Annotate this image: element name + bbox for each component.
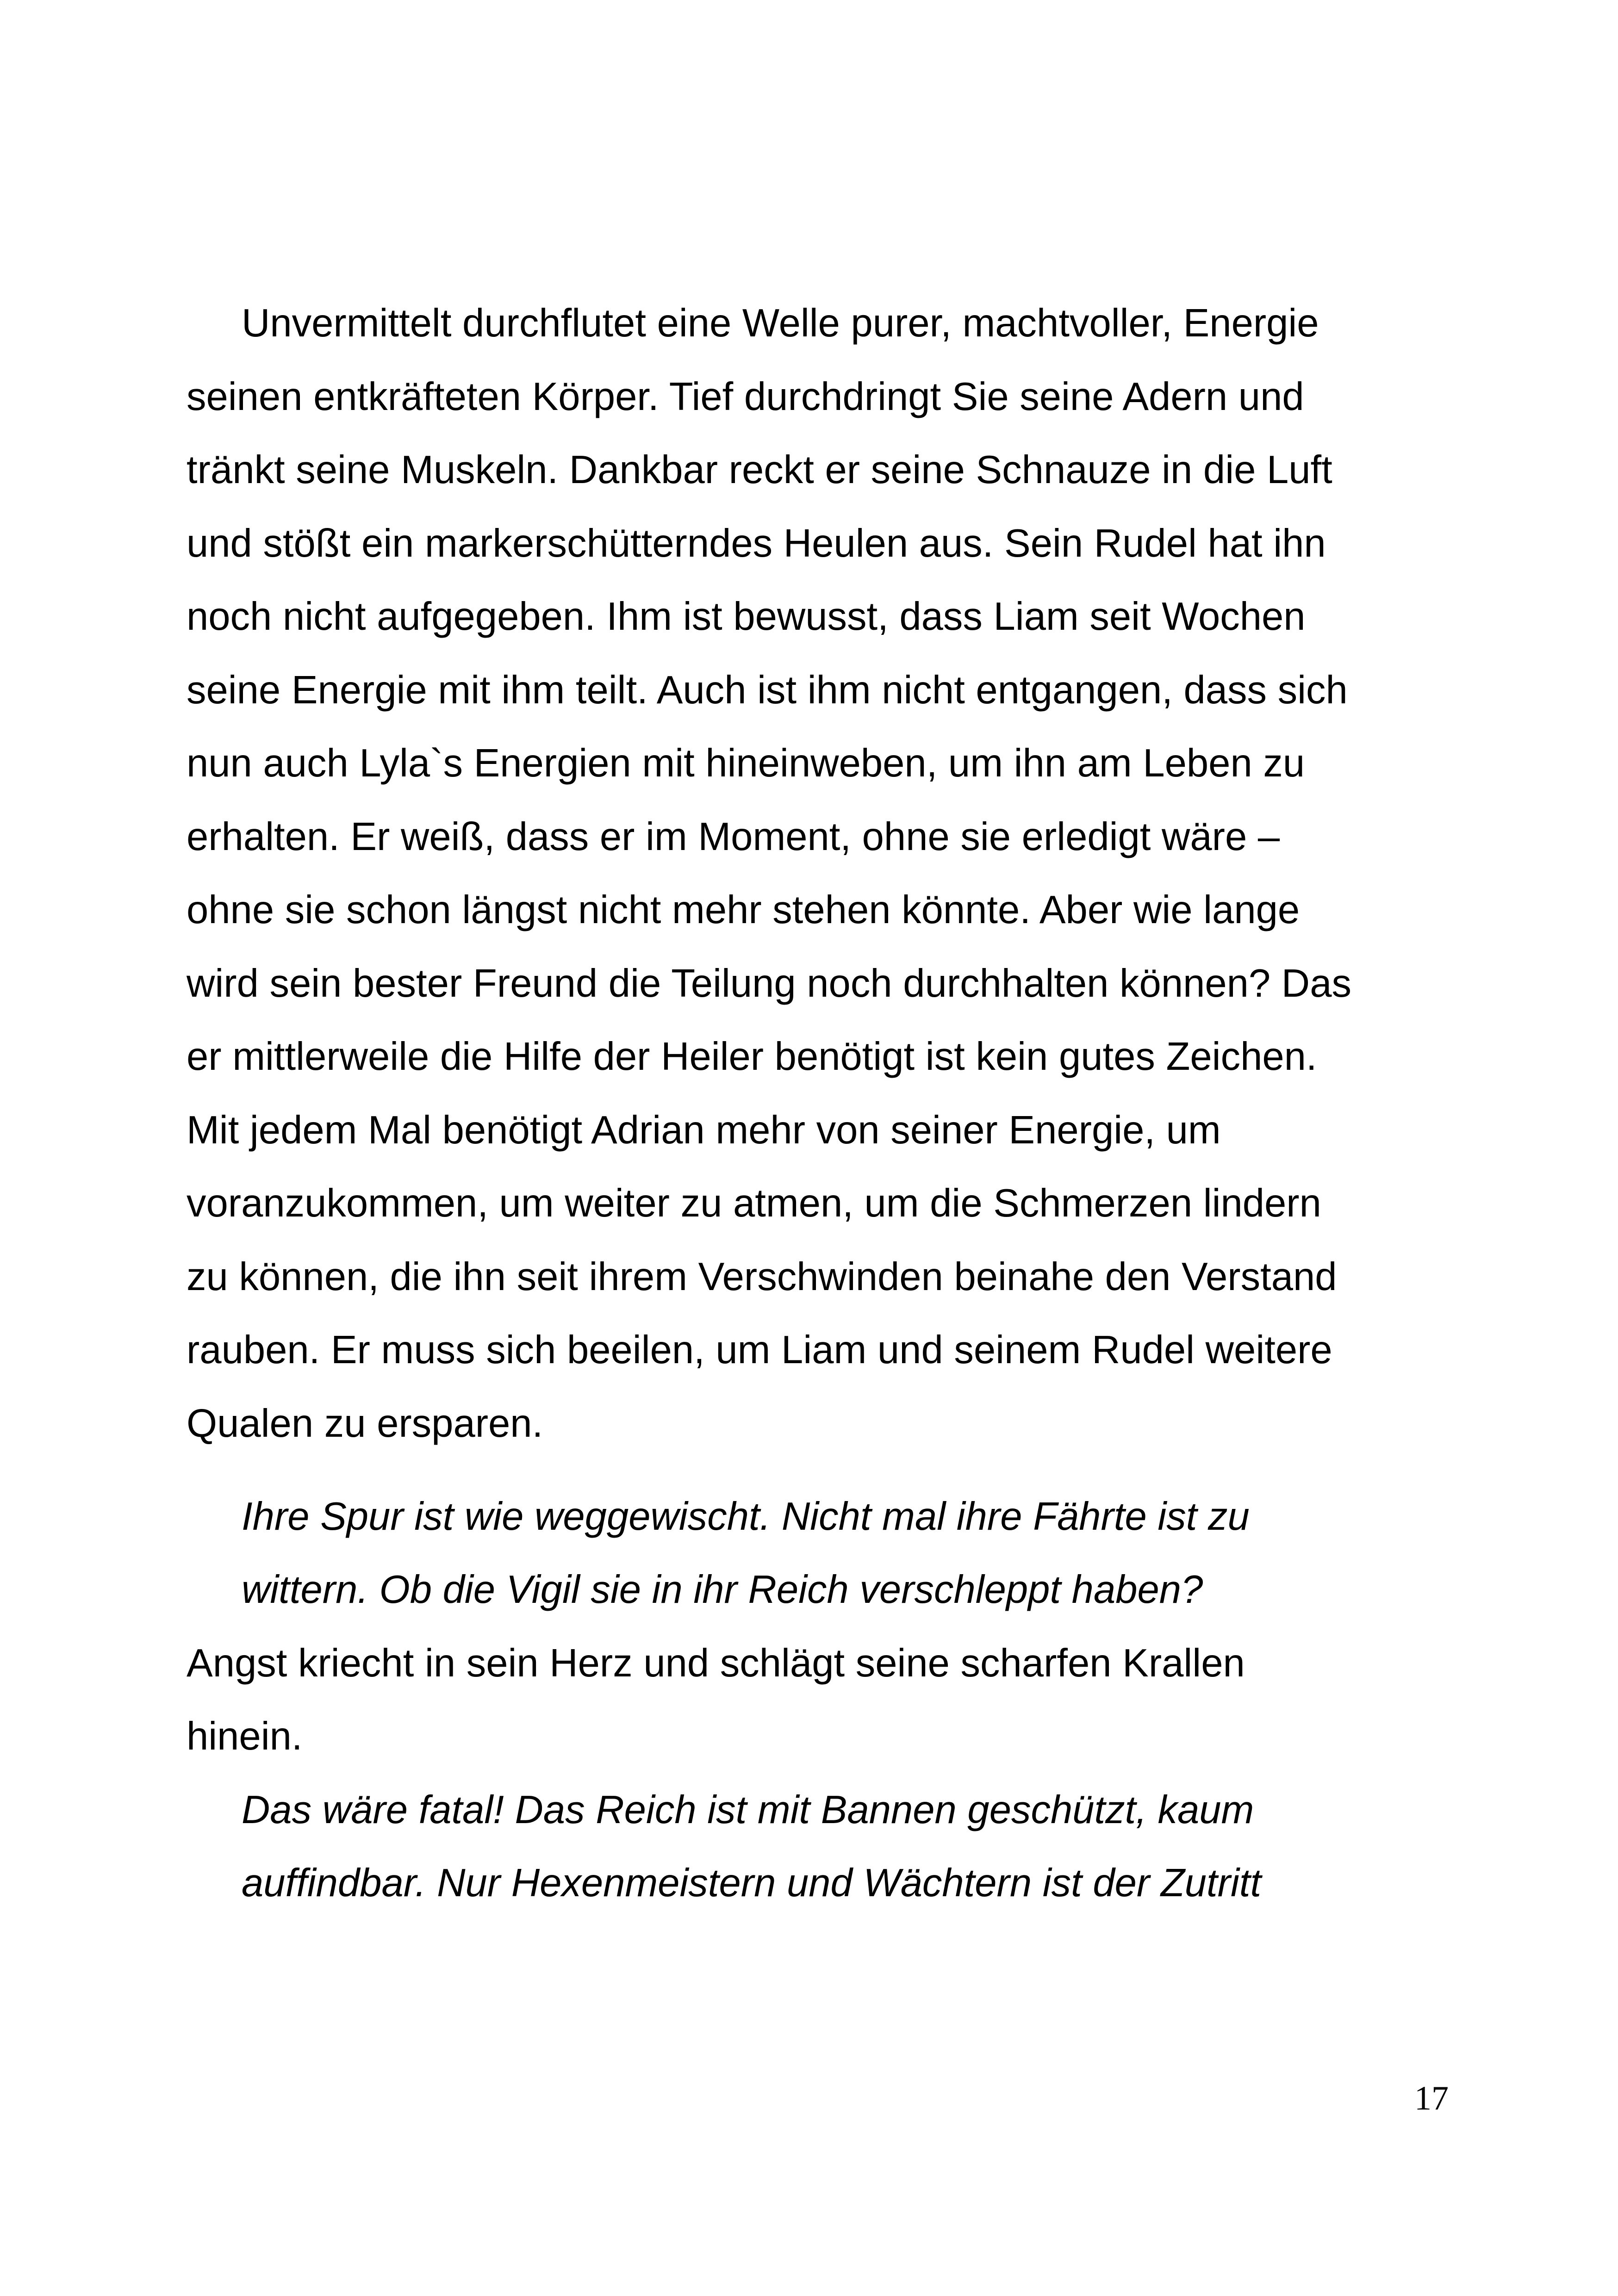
italic-thought-line: Ihre Spur ist wie weggewischt. Nicht mal ihre Fährte ist zu	[242, 1495, 1250, 1539]
page-number: 17	[1414, 2079, 1449, 2117]
text-line: Mit jedem Mal benötigt Adrian mehr von seiner Energie, um	[187, 1108, 1221, 1152]
italic-thought-line: wittern. Ob die Vigil sie in ihr Reich verschleppt haben?	[242, 1568, 1203, 1612]
text-line: Unvermittelt durchflutet eine Welle purer, machtvoller, Energie	[242, 301, 1319, 345]
text-line: zu können, die ihn seit ihrem Verschwinden beinahe den Verstand	[187, 1255, 1337, 1299]
italic-thought-line: auffindbar. Nur Hexenmeistern und Wächtern ist der Zutritt	[242, 1861, 1262, 1905]
italic-thought-line: Das wäre fatal! Das Reich ist mit Bannen geschützt, kaum	[242, 1788, 1254, 1832]
text-line: seine Energie mit ihm teilt. Auch ist ihm nicht entgangen, dass sich	[187, 668, 1348, 712]
text-line: und stößt ein markerschütterndes Heulen aus. Sein Rudel hat ihn	[187, 521, 1326, 565]
text-line: ohne sie schon längst nicht mehr stehen könnte. Aber wie lange	[187, 888, 1300, 932]
text-line: tränkt seine Muskeln. Dankbar reckt er seine Schnauze in die Luft	[187, 448, 1332, 492]
text-line: noch nicht aufgegeben. Ihm ist bewusst, dass Liam seit Wochen	[187, 595, 1306, 639]
text-line: rauben. Er muss sich beeilen, um Liam und seinem Rudel weitere	[187, 1328, 1332, 1372]
text-line: voranzukommen, um weiter zu atmen, um die Schmerzen lindern	[187, 1181, 1321, 1225]
text-line: nun auch Lyla`s Energien mit hineinweben, um ihn am Leben zu	[187, 741, 1305, 785]
text-line: Angst kriecht in sein Herz und schlägt seine scharfen Krallen	[187, 1641, 1245, 1685]
text-line: seinen entkräfteten Körper. Tief durchdringt Sie seine Adern und	[187, 375, 1304, 419]
text-line: hinein.	[187, 1714, 303, 1758]
text-line: Qualen zu ersparen.	[187, 1402, 543, 1446]
text-line: wird sein bester Freund die Teilung noch durchhalten können? Das	[187, 962, 1351, 1005]
text-line: er mittlerweile die Hilfe der Heiler benötigt ist kein gutes Zeichen.	[187, 1035, 1317, 1079]
text-line: erhalten. Er weiß, dass er im Moment, ohne sie erledigt wäre –	[187, 815, 1280, 859]
